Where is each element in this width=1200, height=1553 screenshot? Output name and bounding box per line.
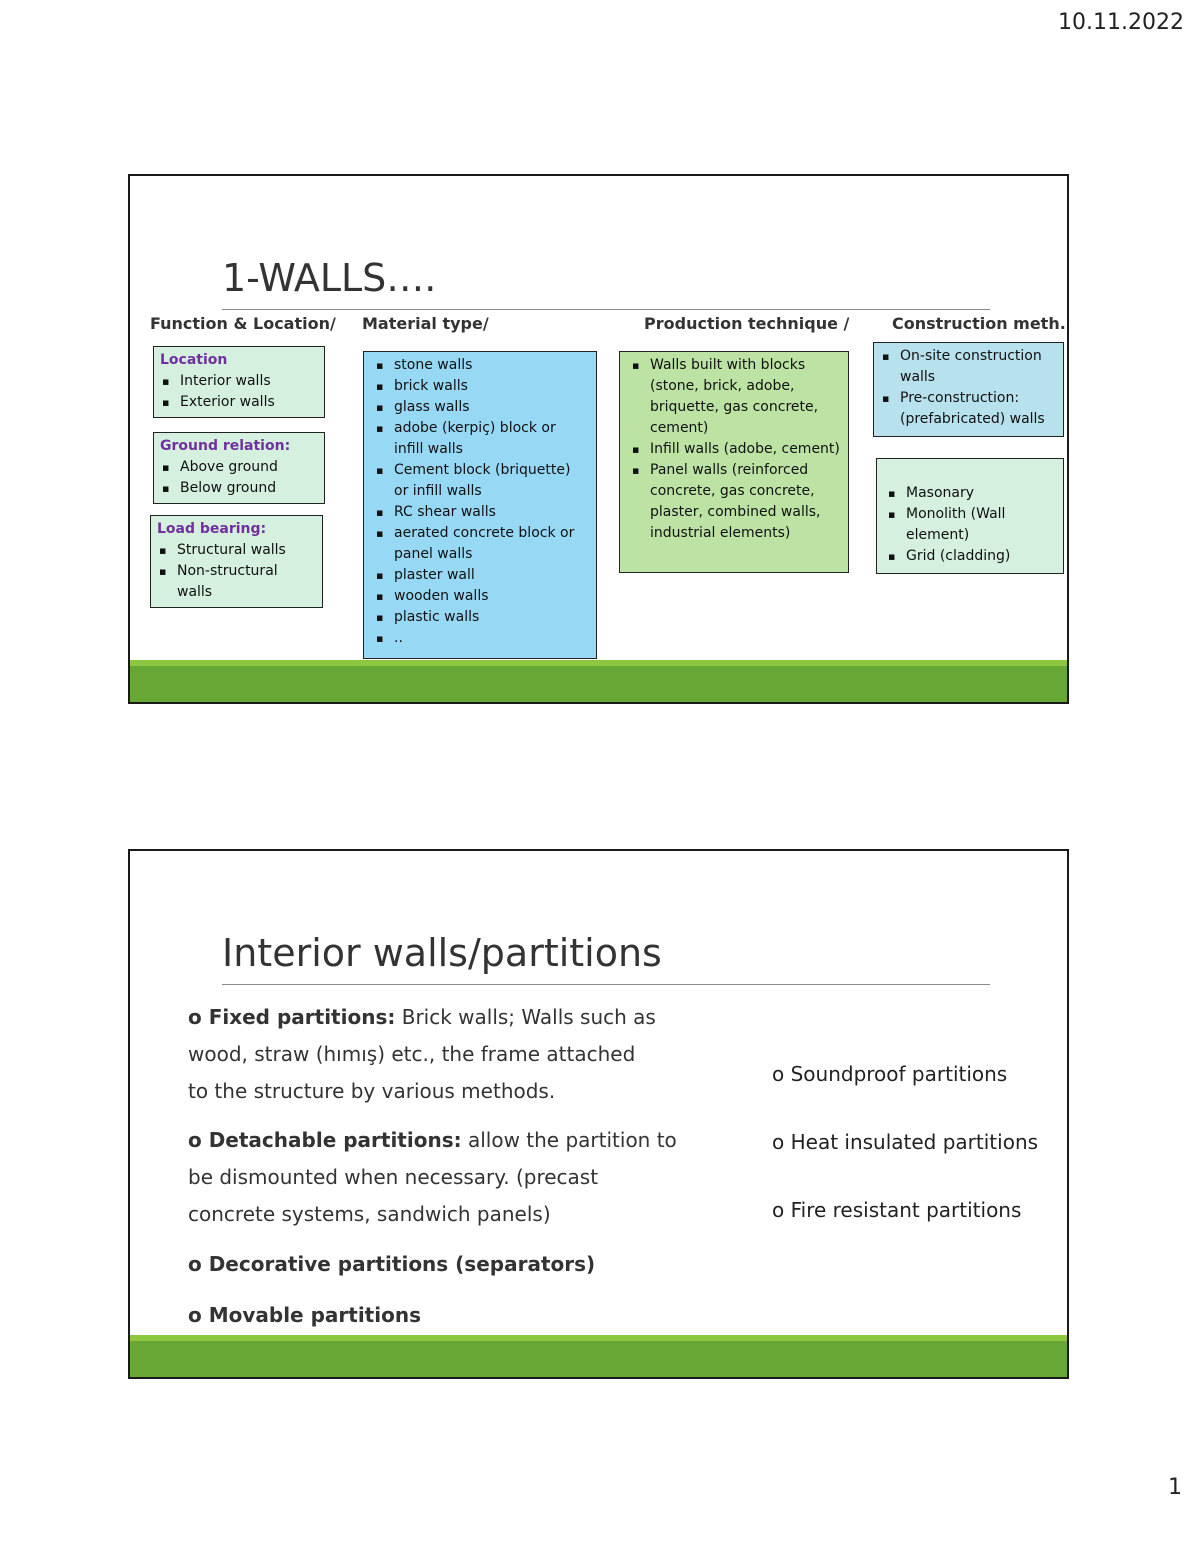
fixed-label: o Fixed partitions: — [188, 1005, 396, 1029]
construction-method-box-a — [873, 342, 1064, 437]
detach-text: allow the partition to be dismounted when necessary. (precast concrete systems, sandwich panels) — [188, 1128, 677, 1226]
heat-insulated-partitions: o Heat insulated partitions — [772, 1130, 1039, 1154]
list-item: ▪ Infill walls (adobe, cement) — [650, 439, 842, 460]
fire-resistant-partitions: o Fire resistant partitions — [772, 1198, 1022, 1222]
detachable-partitions-paragraph — [188, 1122, 678, 1233]
decorative-partitions — [188, 1246, 595, 1283]
list-item: ▪ Cement block (briquette) or infill walls — [394, 460, 582, 502]
footer-band — [130, 666, 1067, 702]
soundproof-partitions: o Soundproof partitions — [772, 1062, 1008, 1086]
list-item: ▪ Interior walls — [180, 371, 318, 392]
material-type-box — [363, 351, 597, 659]
ground-relation-box — [153, 432, 325, 504]
movable-partitions — [188, 1297, 421, 1334]
list-item: ▪ Above ground — [180, 457, 318, 478]
list-item: ▪ Below ground — [180, 478, 318, 499]
detach-label: o Detachable partitions: — [188, 1128, 462, 1152]
list-item: ▪ wooden walls — [394, 586, 582, 607]
list-item: ▪ .. — [394, 628, 582, 649]
slide-interior-walls — [128, 849, 1069, 1379]
list-item: ▪ RC shear walls — [394, 502, 582, 523]
location-box — [153, 346, 325, 418]
list-item: ▪ Monolith (Wall element) — [906, 504, 1057, 546]
list-item: ▪ Panel walls (reinforced concrete, gas concrete, plaster, combined walls, industrial elements) — [650, 460, 842, 544]
list-item: ▪ Exterior walls — [180, 392, 318, 413]
load-bearing-box — [150, 515, 323, 608]
column-heading-material: Material type/ — [362, 314, 489, 333]
slide-title: Interior walls/partitions — [222, 931, 662, 975]
list-item: ▪ Walls built with blocks (stone, brick, adobe, briquette, gas concrete, cement) — [650, 355, 842, 439]
list-item: ▪ Masonary — [906, 483, 1057, 504]
decorative-label: o Decorative partitions (separators) — [188, 1252, 596, 1276]
list-item: ▪ glass walls — [394, 397, 582, 418]
list-item: ▪ plastic walls — [394, 607, 582, 628]
list-item: ▪ Grid (cladding) — [906, 546, 1057, 567]
location-heading: Location — [160, 352, 228, 368]
list-item: ▪ On-site construction walls — [900, 346, 1057, 388]
list-item: ▪ Non-structural walls — [177, 561, 316, 603]
page-date: 10.11.2022 — [1058, 10, 1184, 35]
fixed-text: Brick walls; Walls such as wood, straw (hımış) etc., the frame attached to the structure by various methods. — [188, 1005, 656, 1103]
list-item: ▪ Structural walls — [177, 540, 316, 561]
slide-walls — [128, 174, 1069, 704]
column-heading-construction: Construction meth. — [892, 314, 1066, 333]
movable-label: o Movable partitions — [188, 1303, 421, 1327]
title-divider — [222, 309, 990, 310]
load-heading: Load bearing: — [157, 521, 267, 537]
list-item: ▪ aerated concrete block or panel walls — [394, 523, 582, 565]
page-number: 1 — [1168, 1475, 1182, 1500]
list-item: ▪ Pre-construction: (prefabricated) walls — [900, 388, 1057, 430]
list-item: ▪ plaster wall — [394, 565, 582, 586]
title-divider — [222, 984, 990, 985]
ground-heading: Ground relation: — [160, 438, 291, 454]
footer-band — [130, 1341, 1067, 1377]
fixed-partitions-paragraph — [188, 999, 658, 1110]
list-item: ▪ stone walls — [394, 355, 582, 376]
slide-title: 1-WALLS…. — [222, 256, 437, 300]
column-heading-function: Function & Location/ — [150, 314, 336, 333]
column-heading-production: Production technique / — [644, 314, 850, 333]
list-item: ▪ brick walls — [394, 376, 582, 397]
construction-method-box-b — [876, 458, 1064, 574]
list-item: ▪ adobe (kerpiç) block or infill walls — [394, 418, 582, 460]
production-technique-box — [619, 351, 849, 573]
